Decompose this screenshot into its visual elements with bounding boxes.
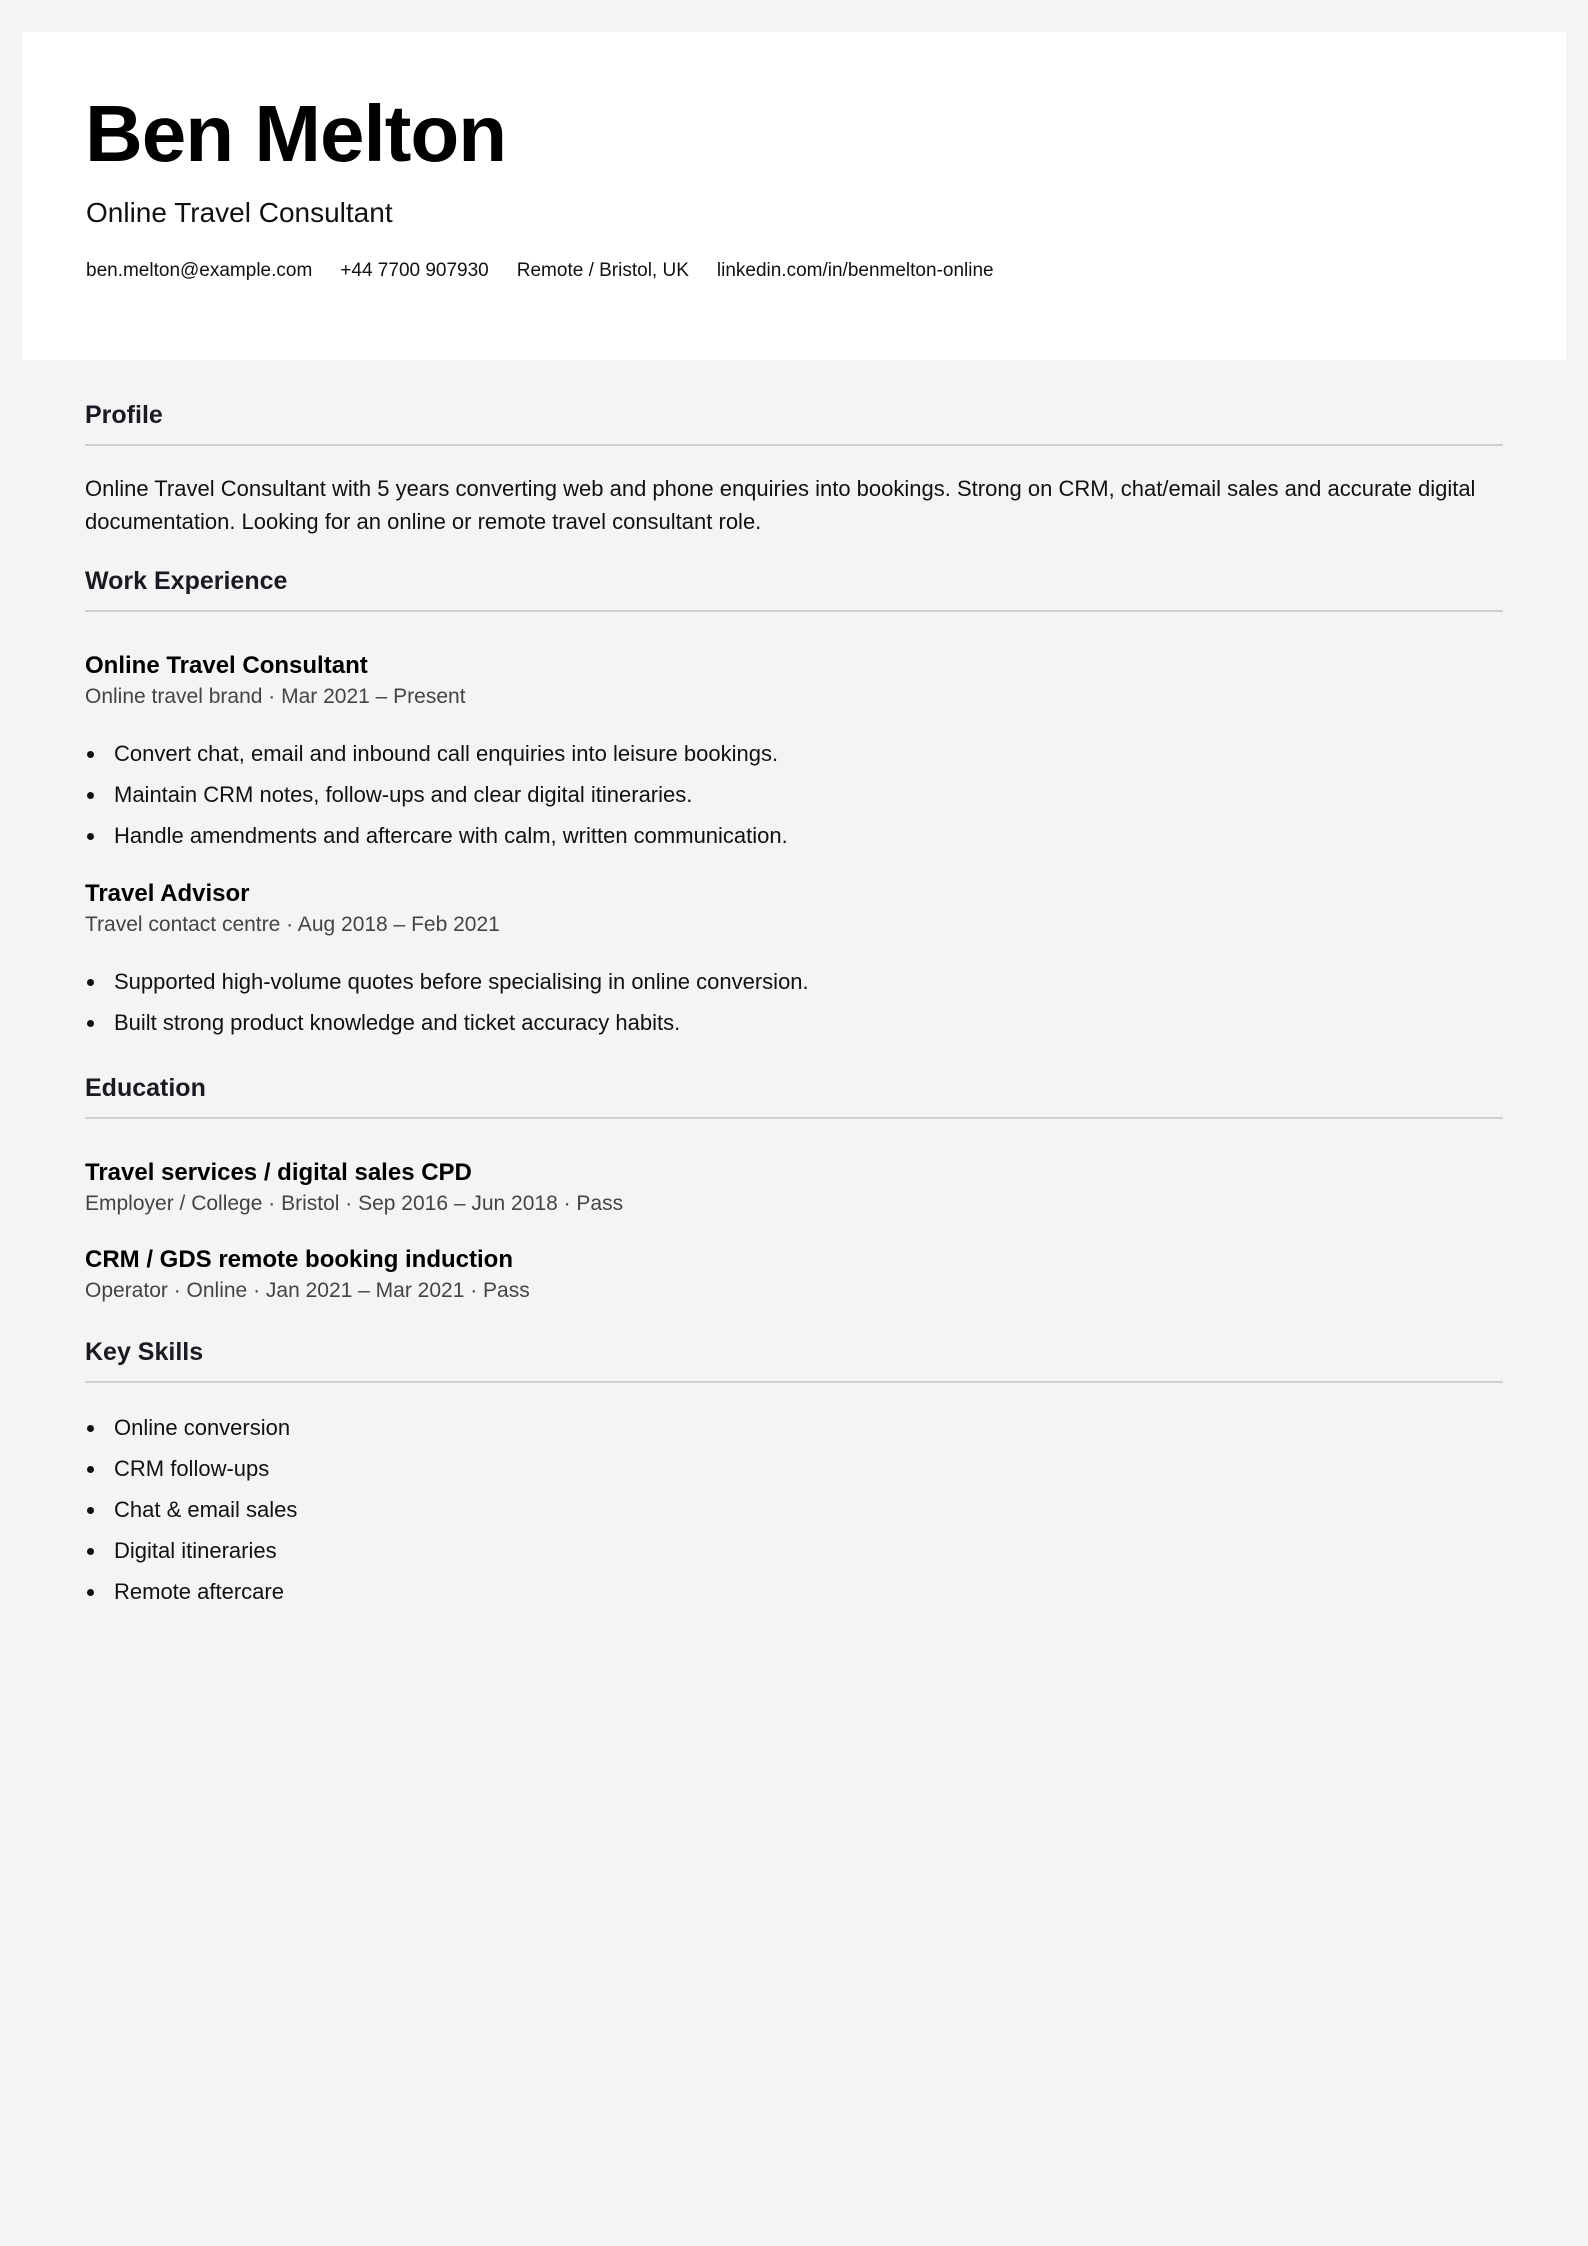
resume-body (85, 400, 1503, 1612)
skill-item: CRM follow-ups (85, 1448, 1503, 1489)
profile-summary: Online Travel Consultant with 5 years converting web and phone enquiries into bookings. Strong on CRM, chat/email sales and accurate digital documentation. Looking for an online or remote travel consultant role. (85, 476, 1476, 534)
job-bullet: Maintain CRM notes, follow-ups and clear digital itineraries. (85, 774, 1503, 815)
job-meta: Online travel brand · Mar 2021 – Present (85, 684, 466, 708)
section-heading-skills: Key Skills (85, 1337, 1503, 1383)
job-title: Travel Advisor (85, 879, 250, 907)
contact-location: Remote / Bristol, UK (516, 260, 689, 281)
section-heading-profile: Profile (85, 400, 1503, 446)
education-meta: Employer / College · Bristol · Sep 2016 – Jun 2018 · Pass (85, 1191, 624, 1215)
section-heading-education: Education (85, 1073, 1503, 1119)
education-title: Travel services / digital sales CPD (85, 1158, 472, 1186)
contact-linkedin: linkedin.com/in/benmelton-online (716, 260, 994, 281)
skills-section (85, 1337, 1503, 1612)
contact-email: ben.melton@example.com (86, 260, 313, 281)
skill-item: Chat & email sales (85, 1489, 1503, 1530)
job-bullets (85, 733, 1503, 856)
job-bullet: Convert chat, email and inbound call enquiries into leisure bookings. (85, 733, 1503, 774)
skill-item: Remote aftercare (85, 1571, 1503, 1612)
candidate-title: Online Travel Consultant (86, 197, 393, 228)
skill-item: Digital itineraries (85, 1530, 1503, 1571)
contact-row (86, 260, 994, 283)
job-title: Online Travel Consultant (85, 652, 368, 679)
experience-section (85, 566, 1503, 1043)
skill-item: Online conversion (85, 1407, 1503, 1448)
profile-section (85, 400, 1503, 538)
job-entry (85, 652, 1503, 856)
job-bullets (85, 961, 1503, 1043)
education-title: CRM / GDS remote booking induction (85, 1245, 513, 1273)
candidate-name: Ben Melton (85, 89, 507, 178)
job-bullet: Built strong product knowledge and ticket accuracy habits. (85, 1002, 1503, 1043)
job-bullet: Supported high-volume quotes before specialising in online conversion. (85, 961, 1503, 1002)
education-entry (85, 1246, 1503, 1303)
education-section (85, 1073, 1503, 1303)
section-heading-experience: Work Experience (85, 566, 1503, 612)
education-entry (85, 1159, 1503, 1216)
skills-list (85, 1407, 1503, 1612)
job-bullet: Handle amendments and aftercare with calm, written communication. (85, 815, 1503, 856)
education-meta: Operator · Online · Jan 2021 – Mar 2021 · Pass (85, 1278, 530, 1302)
contact-phone: +44 7700 907930 (340, 260, 489, 281)
resume-header (22, 32, 1566, 360)
job-entry (85, 880, 1503, 1043)
job-meta: Travel contact centre · Aug 2018 – Feb 2021 (85, 912, 500, 936)
